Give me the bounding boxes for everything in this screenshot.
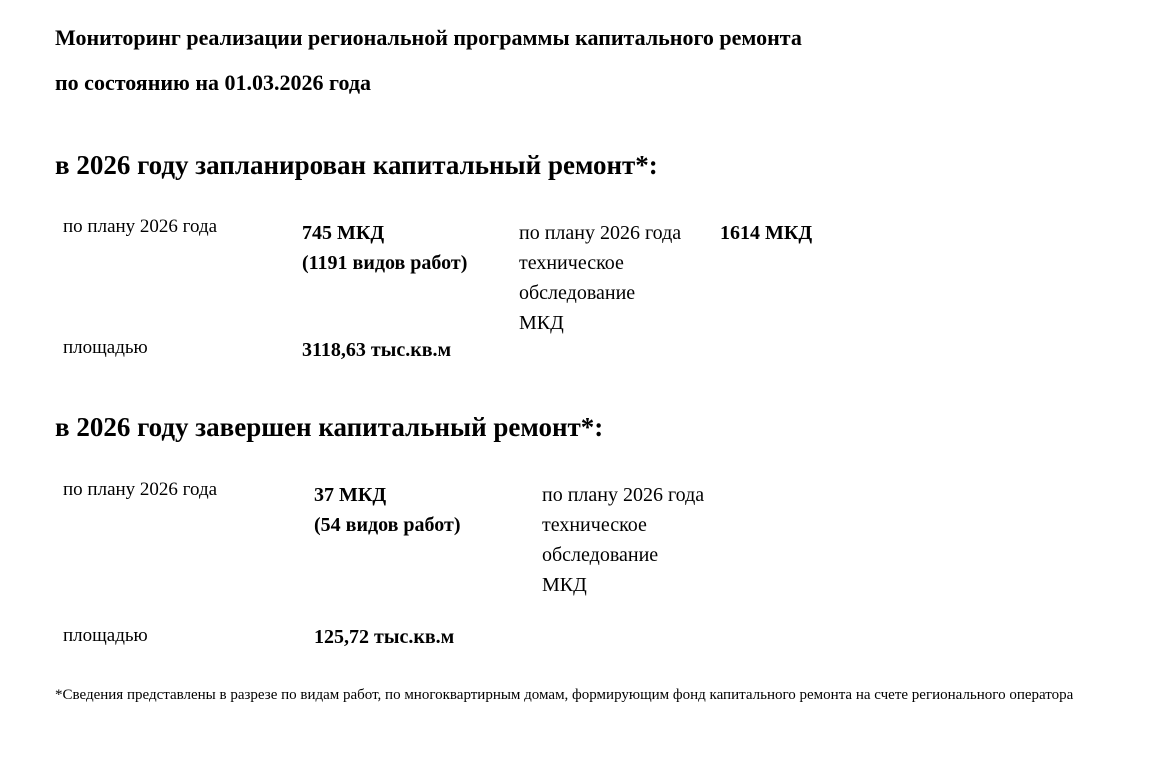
footnote: *Сведения представлены в разрезе по видам работ, по многоквартирным домам, формирующим фонд капитального ремонта на счете регионального оператора <box>55 687 1074 703</box>
planned-survey-label-2: техническое <box>519 252 624 274</box>
completed-plan-label: по плану 2026 года <box>63 479 218 500</box>
planned-survey-label-1: по плану 2026 года <box>519 222 682 244</box>
completed-survey-label-1: по плану 2026 года <box>542 484 705 506</box>
completed-area-label: площадью <box>63 625 148 646</box>
completed-heading: в 2026 году завершен капитальный ремонт*: <box>55 412 604 442</box>
completed-survey-label-4: МКД <box>542 574 587 596</box>
planned-survey-label-4: МКД <box>519 312 564 334</box>
report-date: по состоянию на 01.03.2026 года <box>55 70 371 95</box>
planned-heading: в 2026 году запланирован капитальный ремонт*: <box>55 150 658 180</box>
completed-mkd-count: 37 МКД <box>314 484 387 506</box>
planned-mkd-count: 745 МКД <box>302 222 385 244</box>
planned-survey-label-3: обследование <box>519 282 636 304</box>
planned-survey-count: 1614 МКД <box>720 222 813 244</box>
completed-works-count: (54 видов работ) <box>314 514 461 536</box>
planned-area-label: площадью <box>63 337 148 358</box>
completed-survey-label-2: техническое <box>542 514 647 536</box>
completed-area-value: 125,72 тыс.кв.м <box>314 626 455 648</box>
report-title: Мониторинг реализации региональной программы капитального ремонта <box>55 25 802 50</box>
planned-plan-label: по плану 2026 года <box>63 216 218 237</box>
planned-area-value: 3118,63 тыс.кв.м <box>302 339 452 361</box>
planned-works-count: (1191 видов работ) <box>302 252 468 274</box>
completed-survey-label-3: обследование <box>542 544 659 566</box>
